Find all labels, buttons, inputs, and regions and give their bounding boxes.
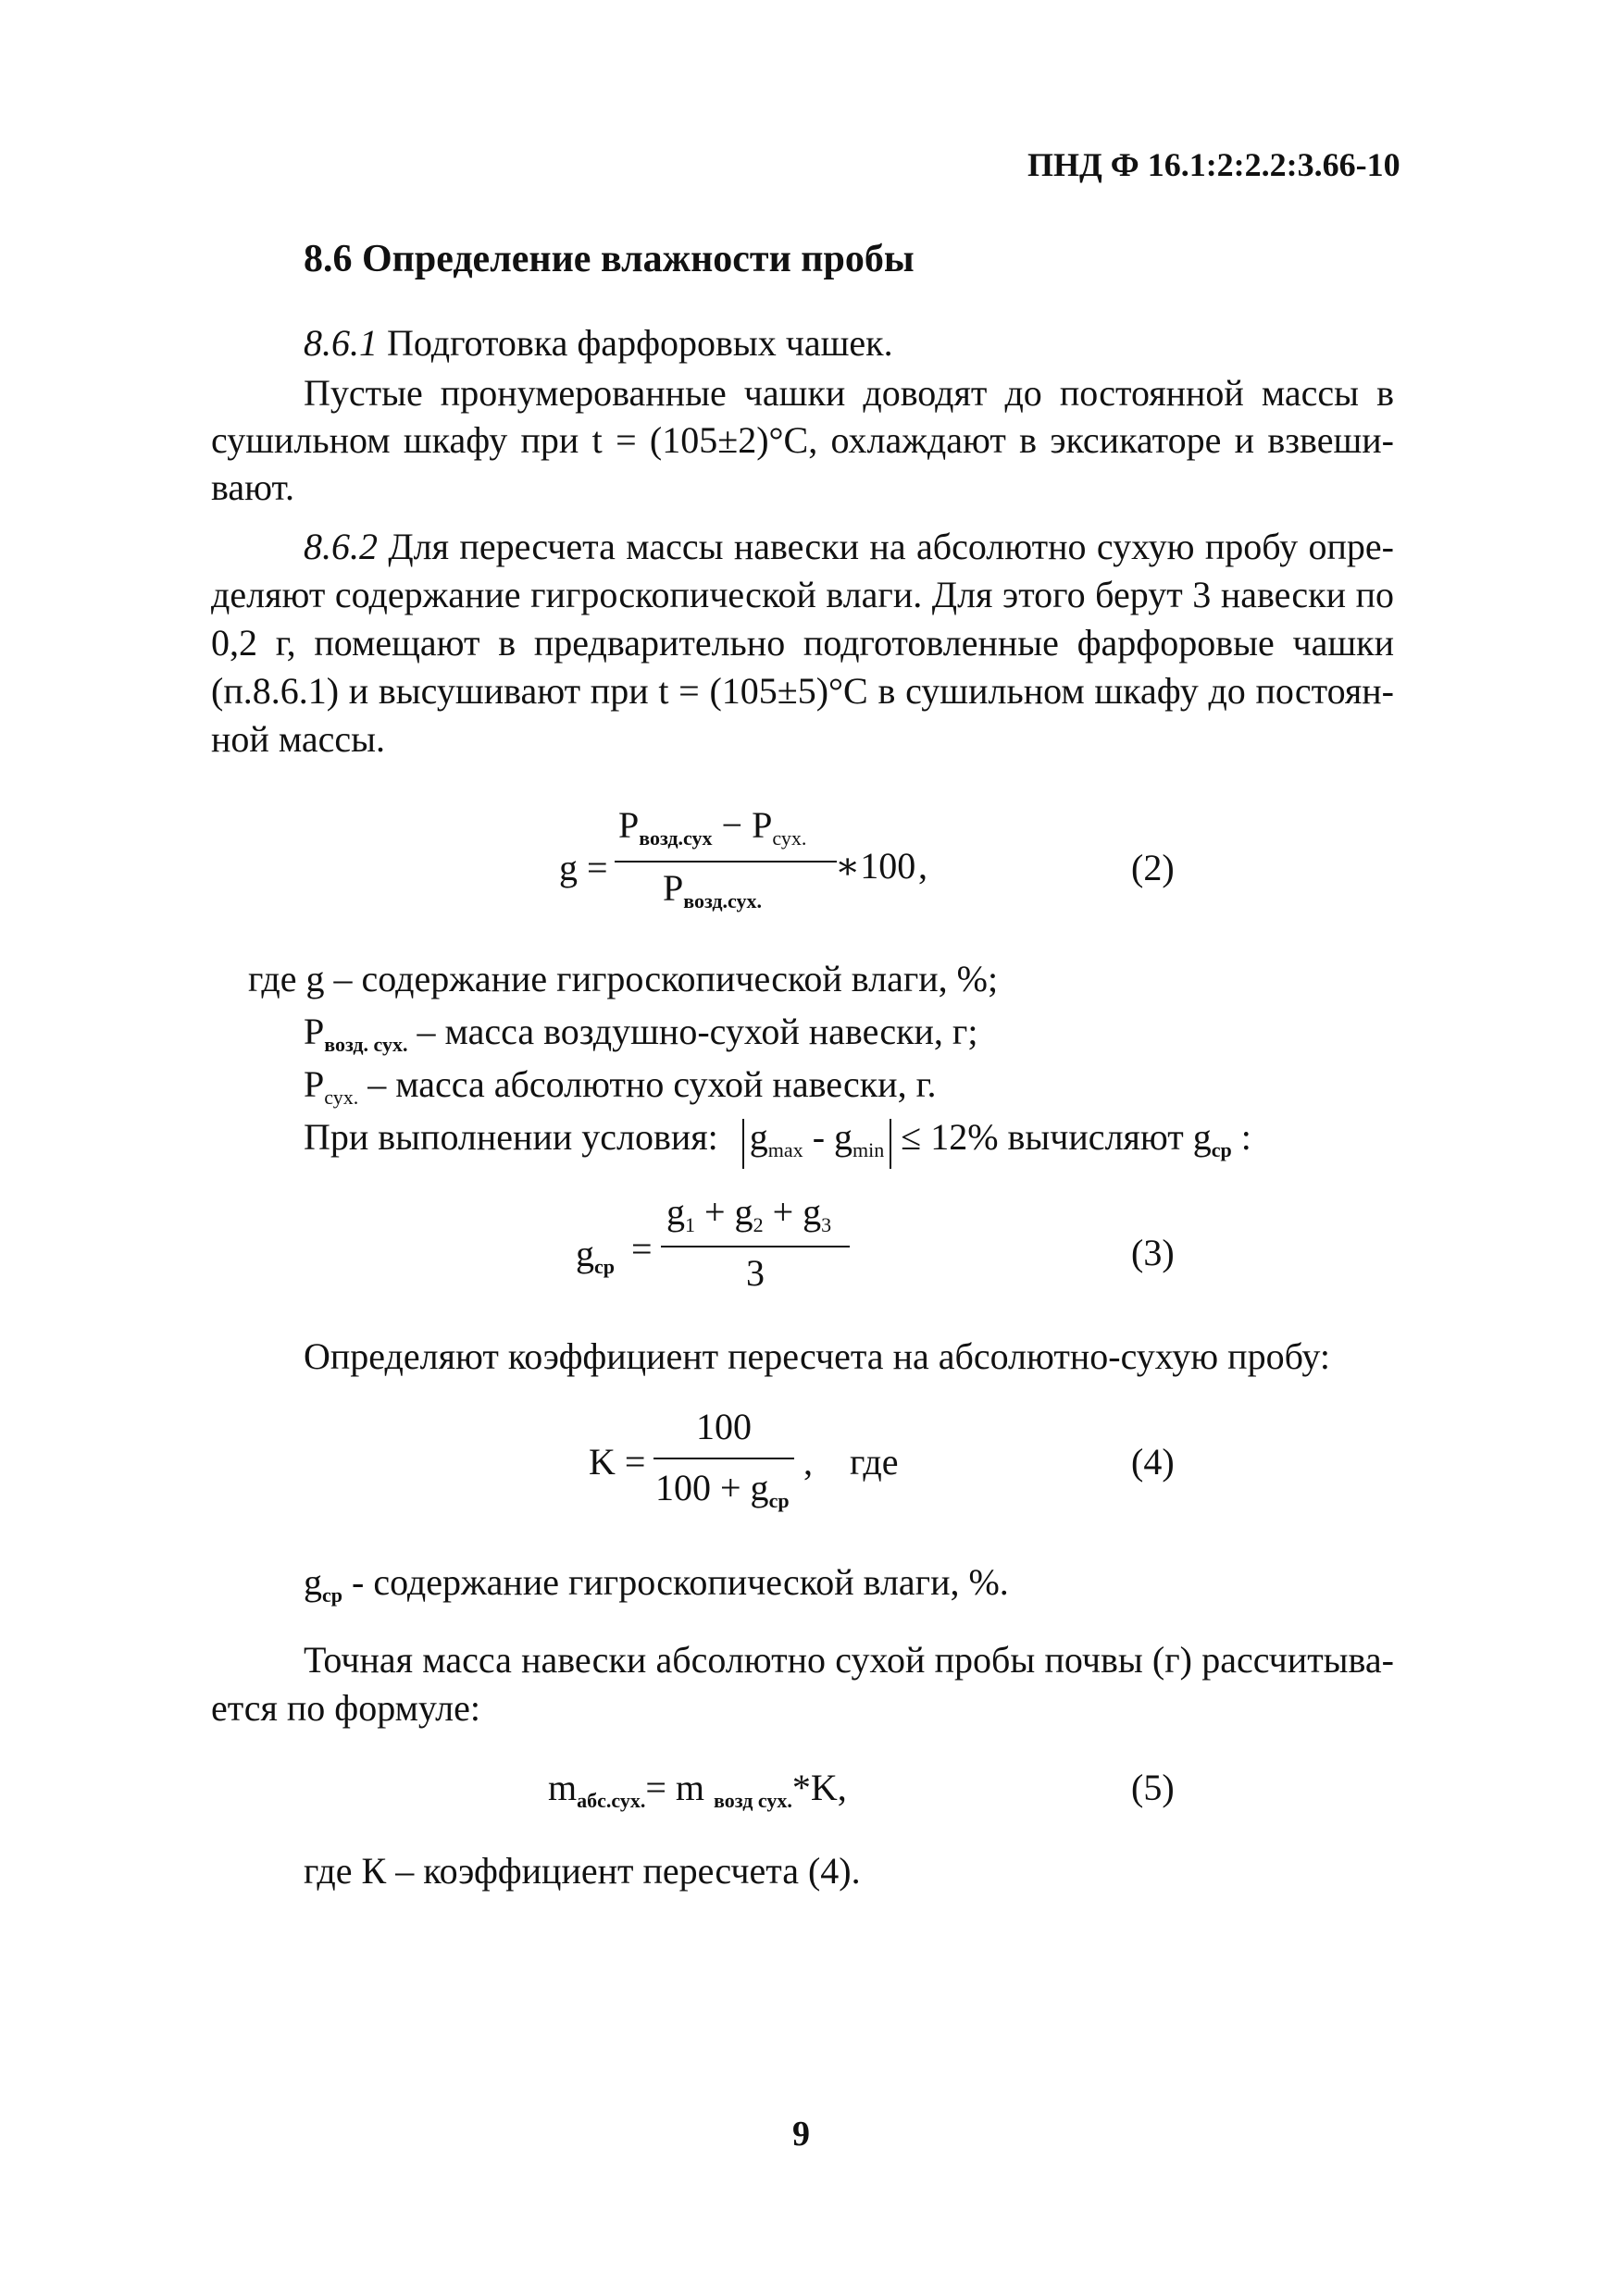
- subscript: 3: [821, 1213, 832, 1236]
- subsection-title: Подготовка фарфоровых чашек.: [378, 322, 893, 364]
- times-k: *K,: [791, 1767, 847, 1808]
- subscript: возд сух.: [714, 1789, 792, 1812]
- condition-text: При выполнении условия:: [304, 1116, 718, 1158]
- subscript: возд. сух.: [324, 1033, 408, 1056]
- colon: :: [1231, 1116, 1251, 1158]
- paragraph-text: Для пересчета массы навески на абсолютно сухую пробу опре-: [378, 526, 1394, 567]
- subscript: 1: [685, 1213, 695, 1236]
- definition-text: – масса абсолютно сухой навески, г.: [358, 1063, 937, 1105]
- paragraph-coefficient: Определяют коэффициент пересчета на абсолютно-сухую пробу:: [304, 1335, 1330, 1377]
- formula-denominator: [655, 1467, 790, 1512]
- subscript: max: [767, 1138, 803, 1161]
- formula-denominator: 3: [746, 1252, 765, 1294]
- formula-number: (2): [1131, 847, 1175, 888]
- formula-equals: =: [631, 1228, 653, 1270]
- formula-comma: ,: [803, 1441, 813, 1483]
- paragraph-line: 0,2 г, помещают в предварительно подготовленные фарфоровые чашки: [211, 622, 1394, 664]
- formula-lhs: [576, 1235, 615, 1277]
- definition-gcp: [304, 1558, 1009, 1620]
- formula-comma: ,: [918, 845, 927, 887]
- paragraph-line: Точная масса навески абсолютно сухой пробы почвы (г) рассчитыва-: [304, 1639, 1394, 1681]
- symbol-g: g: [749, 1116, 768, 1158]
- symbol-p: P: [663, 867, 684, 909]
- paragraph-line: деляют содержание гигроскопической влаги. Для этого берут 3 навески по: [211, 574, 1394, 615]
- page-number: 9: [792, 2115, 810, 2153]
- symbol-g: g: [666, 1191, 685, 1233]
- denominator-text: 100 + g: [655, 1467, 769, 1508]
- minus-g: - g: [803, 1116, 853, 1158]
- symbol-p: P: [304, 1011, 325, 1052]
- minus-p: − P: [712, 804, 773, 846]
- subscript: возд.сух.: [683, 889, 763, 912]
- subscript: 2: [753, 1213, 764, 1236]
- symbol-g: g: [304, 1561, 322, 1603]
- symbol-m: m: [548, 1767, 578, 1808]
- definition-k: где К – коэффициент пересчета (4).: [304, 1850, 861, 1892]
- formula-body: [548, 1769, 847, 1811]
- symbol-p: P: [618, 804, 640, 846]
- formula-numerator: 100: [696, 1406, 752, 1447]
- paragraph-line: ной массы.: [211, 718, 385, 760]
- definition-g: где g – содержание гигроскопической влаги, %;: [248, 958, 999, 999]
- subscript: ср: [594, 1255, 615, 1278]
- symbol-p: P: [304, 1063, 325, 1105]
- paragraph-line: ется по формуле:: [211, 1687, 480, 1729]
- fraction-bar: [653, 1458, 794, 1459]
- equals-m: = m: [645, 1767, 705, 1808]
- formula-multiplier: ∗100: [835, 845, 916, 887]
- subscript: ср: [322, 1583, 342, 1607]
- subscript: возд.сух: [639, 826, 713, 850]
- formula-denominator: [663, 867, 763, 912]
- subsection-number: 8.6.1: [304, 322, 378, 364]
- formula-numerator: [666, 1191, 832, 1236]
- definition-text: – масса воздушно-сухой навески, г;: [407, 1011, 978, 1052]
- formula-where: где: [850, 1441, 899, 1483]
- paragraph-line: вают.: [211, 466, 294, 508]
- symbol-g: g: [576, 1233, 594, 1274]
- subscript: ср: [1211, 1138, 1232, 1161]
- paragraph-line: сушильном шкафу при t = (105±2)°С, охлаждают в эксикаторе и взвеши-: [211, 419, 1394, 461]
- paragraph-line: (п.8.6.1) и высушивают при t = (105±5)°С в сушильном шкафу до постоян-: [211, 670, 1394, 712]
- section-title: 8.6 Определение влажности пробы: [304, 238, 915, 280]
- subsection-number: 8.6.2: [304, 526, 378, 567]
- paragraph-line: Пустые пронумерованные чашки доводят до постоянной массы в: [304, 372, 1394, 414]
- subscript: ср: [768, 1489, 790, 1512]
- definition-text: - содержание гигроскопической влаги, %.: [342, 1561, 1009, 1603]
- formula-number: (3): [1131, 1232, 1175, 1273]
- subscript: абс.сух.: [577, 1789, 646, 1812]
- fraction-bar: [661, 1246, 850, 1247]
- subscript: min: [853, 1138, 885, 1161]
- subscript: сух.: [772, 826, 807, 850]
- plus-g: + g: [763, 1191, 822, 1233]
- formula-number: (4): [1131, 1441, 1175, 1483]
- plus-g: + g: [695, 1191, 753, 1233]
- formula-lhs: g =: [559, 847, 608, 888]
- subsection-8-6-1-heading: [304, 319, 893, 367]
- absolute-value: [742, 1116, 891, 1169]
- subscript: сух.: [324, 1086, 359, 1109]
- formula-lhs: K =: [589, 1441, 646, 1483]
- condition-result: ≤ 12% вычисляют g: [901, 1116, 1212, 1158]
- formula-number: (5): [1131, 1767, 1175, 1808]
- paragraph-8-6-2-first-line: [304, 523, 1394, 571]
- fraction-bar: [615, 861, 837, 863]
- formula-numerator: [618, 804, 807, 850]
- document-code: ПНД Ф 16.1:2:2.2:3.66-10: [1027, 146, 1400, 183]
- condition-line: [304, 1113, 1251, 1174]
